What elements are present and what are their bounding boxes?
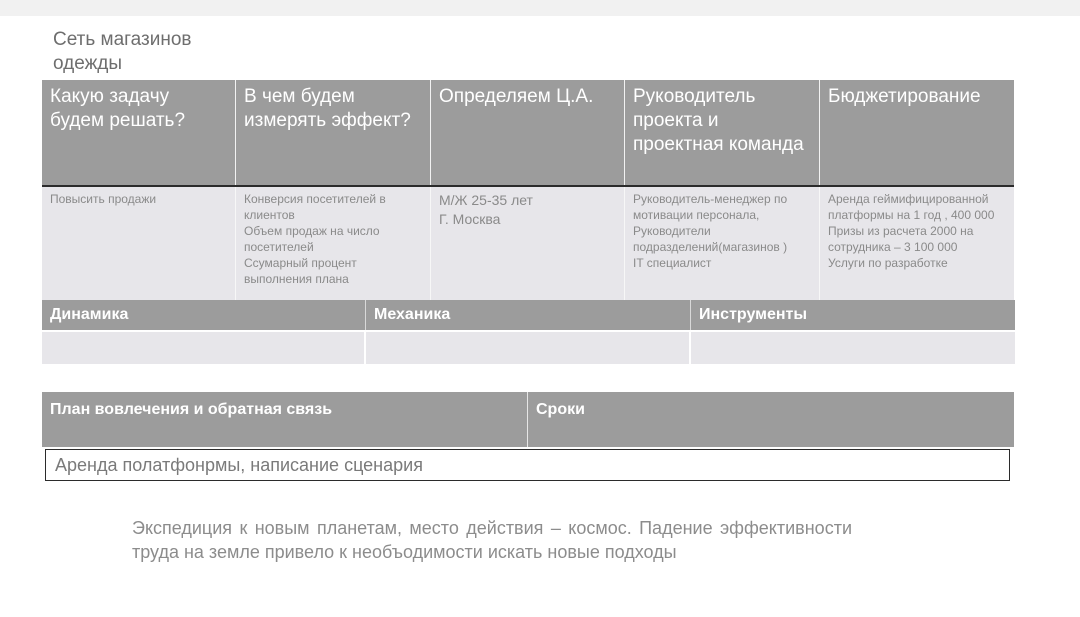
cell-text: IT специалист [633, 256, 712, 270]
cell-team [625, 187, 820, 300]
cell-text: Услуги по разработке [828, 256, 948, 270]
cell-text: Повысить продажи [50, 192, 157, 206]
cell-text: Руководитель-менеджер по мотивации персонала, [633, 192, 788, 222]
cell-mechanics [366, 332, 691, 364]
header-budget: Бюджетирование [828, 86, 981, 107]
header-deadlines: Сроки [536, 401, 585, 418]
cell-dynamics [42, 332, 366, 364]
mechanics-table-header [42, 300, 1015, 330]
description-text: Экспедиция к новым планетам, место действия – космос. Падение эффективности труда на земле привело к необъодимости искать новые подходы [132, 518, 852, 562]
project-table-row [42, 187, 1014, 300]
header-team: Руководитель проекта и проектная команда [625, 80, 820, 185]
cell-text: Г. Москва [439, 211, 501, 227]
cell-tools [691, 332, 1015, 364]
project-table-header [42, 80, 1014, 185]
cell-text: Призы из расчета 2000 на сотрудника – 3 100 000 [828, 224, 974, 254]
cell-audience [431, 187, 625, 300]
cell-text: Объем продаж на число посетителей [244, 224, 380, 254]
header-dynamics: Динамика [42, 300, 366, 330]
header-engagement-plan: План вовлечения и обратная связь [42, 392, 528, 447]
engagement-row: Аренда полатфонрмы, написание сценария [45, 449, 1010, 481]
cell-task [42, 187, 236, 300]
page-title: Сеть магазинов одежды [53, 29, 192, 74]
cell-effect [236, 187, 431, 300]
header-task: Какую задачу будем решать? [42, 80, 236, 185]
cell-text: Ссумарный процент выполнения плана [244, 256, 357, 286]
header-audience: Определяем Ц.А. [431, 80, 625, 185]
cell-text: М/Ж 25-35 лет [439, 192, 533, 208]
cell-text: Руководители подразделений(магазинов ) [633, 224, 788, 254]
project-table [42, 80, 1014, 300]
mechanics-table-row [42, 332, 1015, 364]
header-effect: В чем будем измерять эффект? [236, 80, 431, 185]
header-mechanics: Механика [366, 300, 691, 330]
cell-text: Конверсия посетителей в клиентов [244, 192, 386, 222]
engagement-table [42, 392, 1014, 481]
top-strip [0, 0, 1080, 16]
cell-text: Аренда геймифицированной платформы на 1 год , 400 000 [828, 192, 995, 222]
mechanics-table [42, 300, 1015, 364]
header-tools: Инструменты [699, 306, 808, 323]
engagement-table-header [42, 392, 1014, 447]
cell-budget [820, 187, 1014, 300]
